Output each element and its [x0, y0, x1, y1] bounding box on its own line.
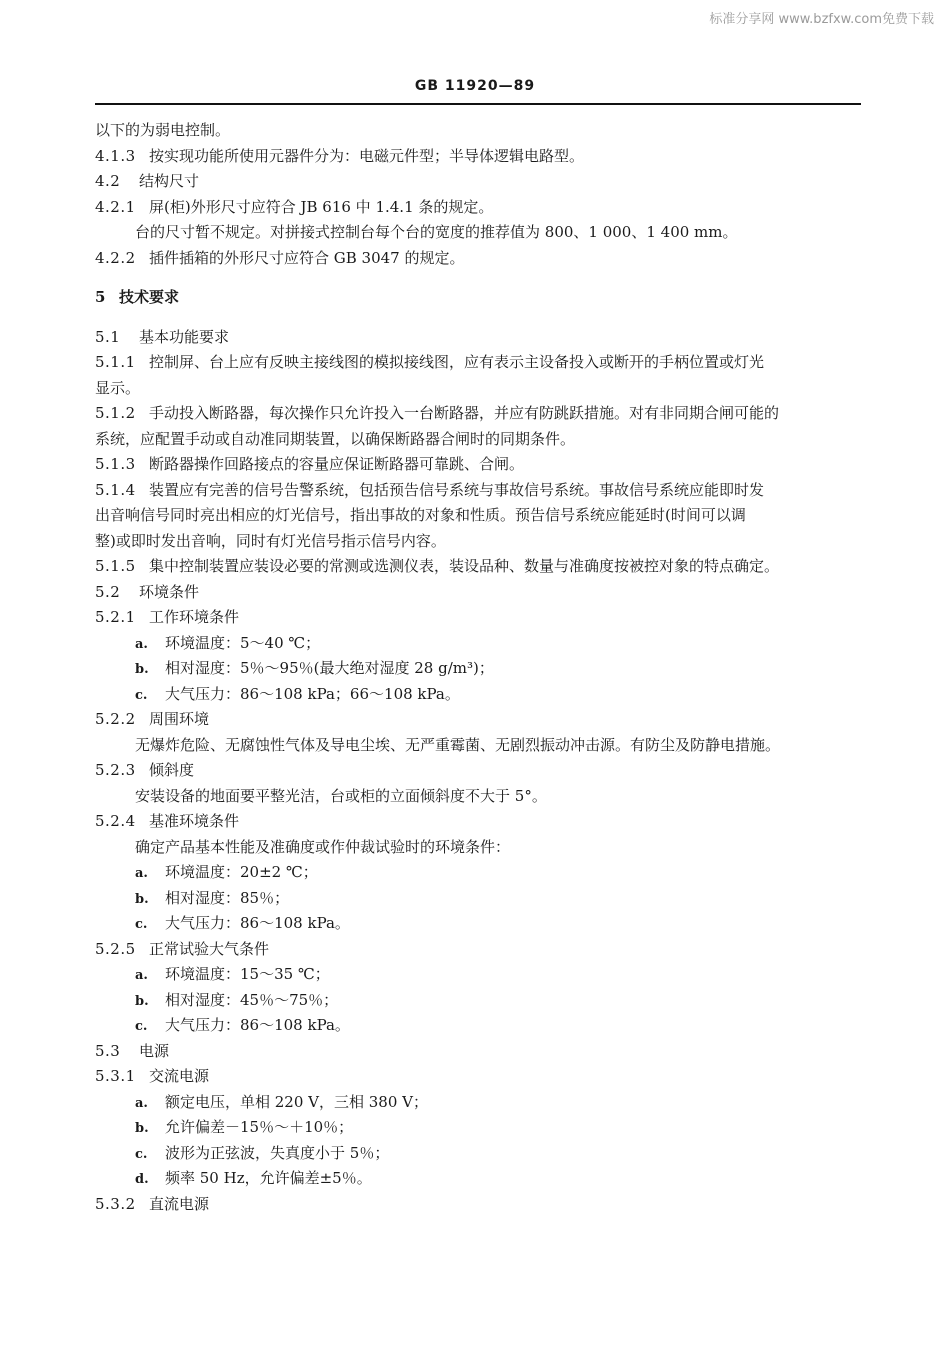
clause-text: 插件插箱的外形尺寸应符合 GB 3047 的规定。 — [149, 248, 465, 267]
clause-continuation: 系统，应配置手动或自动准同期装置，以确保断路器合闸时的同期条件。 — [95, 429, 576, 448]
list-item — [95, 886, 865, 912]
clause-number: 4.2 — [95, 172, 121, 190]
clause-title: 电源 — [139, 1041, 170, 1060]
list-marker: b. — [135, 891, 149, 907]
list-item — [95, 682, 865, 708]
clause-number: 5.1.3 — [95, 455, 136, 473]
clause-5-3 — [95, 1039, 865, 1065]
clause-5-1-1 — [95, 350, 865, 376]
clause-text: 装置应有完善的信号告警系统，包括预告信号系统与事故信号系统。事故信号系统应能即时发 — [149, 480, 765, 499]
clause-text: 断路器操作回路接点的容量应保证断路器可靠跳、合闸。 — [149, 455, 525, 473]
paragraph: 台的尺寸暂不规定。对拼接式控制台每个台的宽度的推荐值为 800、1 000、1 400 mm。 — [135, 223, 738, 241]
list-item — [95, 1090, 865, 1116]
clause-number: 5.3 — [95, 1041, 121, 1060]
clause-4-2-1 — [95, 195, 865, 221]
list-text: 波形为正弦波，失真度小于 5％； — [165, 1143, 390, 1162]
section-5-heading — [95, 285, 865, 311]
clause-4-1-3 — [95, 144, 865, 170]
clause-5-1-3 — [95, 452, 865, 478]
list-text: 大气压力：86～108 kPa。 — [165, 914, 350, 932]
clause-text: 控制屏、台上应有反映主接线图的模拟接线图，应有表示主设备投入或断开的手柄位置或灯光 — [149, 353, 765, 371]
list-marker: a. — [135, 968, 148, 983]
list-item — [95, 631, 865, 657]
clause-title: 环境条件 — [139, 582, 200, 601]
paragraph: 无爆炸危险、无腐蚀性气体及导电尘埃、无严重霉菌、无剧烈振动冲击源。有防尘及防静电措施。 — [135, 735, 781, 754]
clause-number: 5.2 — [95, 582, 121, 601]
clause-text: 按实现功能所使用元器件分为：电磁元件型；半导体逻辑电路型。 — [149, 146, 585, 165]
list-marker: b. — [135, 1121, 149, 1136]
clause-number: 5.1.4 — [95, 480, 136, 499]
clause-5-1-5 — [95, 554, 865, 580]
list-item — [95, 860, 865, 886]
clause-number: 5.2.3 — [95, 761, 136, 779]
clause-number: 5.2.5 — [95, 939, 136, 958]
clause-5-2-1 — [95, 605, 865, 631]
clause-number: 5.1 — [95, 327, 121, 346]
paragraph: 确定产品基本性能及准确度或作仲裁试验时的环境条件： — [135, 837, 511, 856]
list-text: 频率 50 Hz，允许偏差±5％。 — [165, 1169, 372, 1187]
section-title: 技术要求 — [119, 288, 180, 306]
list-item — [95, 911, 865, 937]
clause-5-2-4 — [95, 809, 865, 835]
clause-number: 5.1.2 — [95, 404, 136, 422]
list-item — [95, 1141, 865, 1167]
clause-number: 5.1.5 — [95, 557, 136, 575]
clause-title: 基本功能要求 — [139, 327, 230, 346]
clause-continuation: 显示。 — [95, 378, 141, 397]
list-text: 相对湿度：85％； — [165, 888, 290, 907]
list-marker: b. — [135, 662, 149, 677]
clause-text: 屏(柜)外形尺寸应符合 JB 616 中 1.4.1 条的规定。 — [149, 197, 494, 216]
list-marker: c. — [135, 1146, 148, 1162]
paragraph: 以下的为弱电控制。 — [95, 121, 231, 139]
clause-5-1 — [95, 325, 865, 351]
list-text: 大气压力：86～108 kPa；66～108 kPa。 — [165, 684, 460, 703]
clause-text: 集中控制装置应装设必要的常测或选测仪表，装设品种、数量与准确度按被控对象的特点确定。 — [149, 557, 780, 575]
clause-title: 直流电源 — [149, 1194, 210, 1213]
clause-number: 5.2.2 — [95, 710, 136, 728]
section-number: 5 — [95, 288, 106, 306]
list-text: 额定电压，单相 220 V，三相 380 V； — [165, 1092, 428, 1111]
clause-number: 4.2.2 — [95, 248, 136, 267]
clause-continuation: 整)或即时发出音响，同时有灯光信号指示信号内容。 — [95, 531, 446, 550]
list-item — [95, 656, 865, 682]
list-item — [95, 988, 865, 1014]
paragraph: 安装设备的地面要平整光洁，台或柜的立面倾斜度不大于 5°。 — [135, 786, 547, 805]
list-item — [95, 1115, 865, 1141]
clause-number: 5.3.1 — [95, 1067, 136, 1085]
list-marker: c. — [135, 1019, 148, 1034]
list-text: 环境温度：20±2 ℃； — [165, 863, 318, 881]
list-text: 环境温度：15～35 ℃； — [165, 965, 330, 983]
list-marker: a. — [135, 1095, 148, 1111]
list-marker: a. — [135, 866, 148, 881]
list-text: 大气压力：86～108 kPa。 — [165, 1016, 350, 1034]
clause-5-2-3 — [95, 758, 865, 784]
list-marker: c. — [135, 687, 148, 703]
list-item — [95, 962, 865, 988]
clause-number: 5.3.2 — [95, 1194, 136, 1213]
clause-number: 5.2.1 — [95, 608, 136, 626]
document-body — [95, 118, 865, 1217]
list-marker: a. — [135, 636, 148, 652]
clause-continuation: 出音响信号同时亮出相应的灯光信号，指出事故的对象和性质。预告信号系统应能延时(时间可以调 — [95, 506, 746, 524]
clause-4-2 — [95, 169, 865, 195]
list-item — [95, 1166, 865, 1192]
clause-title: 倾斜度 — [149, 761, 195, 779]
clause-title: 基准环境条件 — [149, 812, 240, 830]
clause-5-2 — [95, 580, 865, 606]
list-marker: d. — [135, 1172, 149, 1187]
list-text: 环境温度：5～40 ℃； — [165, 633, 321, 652]
list-marker: b. — [135, 993, 149, 1009]
clause-5-3-1 — [95, 1064, 865, 1090]
clause-number: 5.2.4 — [95, 812, 136, 830]
clause-title: 周围环境 — [149, 710, 210, 728]
clause-number: 4.1.3 — [95, 146, 136, 165]
clause-5-2-5 — [95, 937, 865, 963]
list-text: 允许偏差－15％～＋10％； — [165, 1118, 354, 1136]
clause-title: 正常试验大气条件 — [149, 939, 270, 958]
list-item — [95, 1013, 865, 1039]
clause-text: 手动投入断路器，每次操作只允许投入一台断路器，并应有防跳跃措施。对有非同期合闸可能的 — [149, 404, 780, 422]
standard-code-header: GB 11920—89 — [414, 78, 536, 94]
clause-title: 工作环境条件 — [149, 608, 240, 626]
clause-5-3-2 — [95, 1192, 865, 1218]
header-rule — [95, 103, 861, 105]
clause-title: 结构尺寸 — [139, 172, 200, 190]
watermark: 标准分享网 www.bzfxw.com免费下载 — [709, 12, 934, 27]
clause-5-2-2 — [95, 707, 865, 733]
clause-number: 4.2.1 — [95, 197, 136, 216]
clause-5-1-2 — [95, 401, 865, 427]
clause-number: 5.1.1 — [95, 353, 136, 371]
list-text: 相对湿度：5％～95％(最大绝对湿度 28 g/m³)； — [165, 659, 494, 677]
clause-title: 交流电源 — [149, 1067, 210, 1085]
list-text: 相对湿度：45％～75％； — [165, 990, 339, 1009]
list-marker: c. — [135, 917, 148, 932]
clause-4-2-2 — [95, 246, 865, 272]
clause-5-1-4 — [95, 478, 865, 504]
